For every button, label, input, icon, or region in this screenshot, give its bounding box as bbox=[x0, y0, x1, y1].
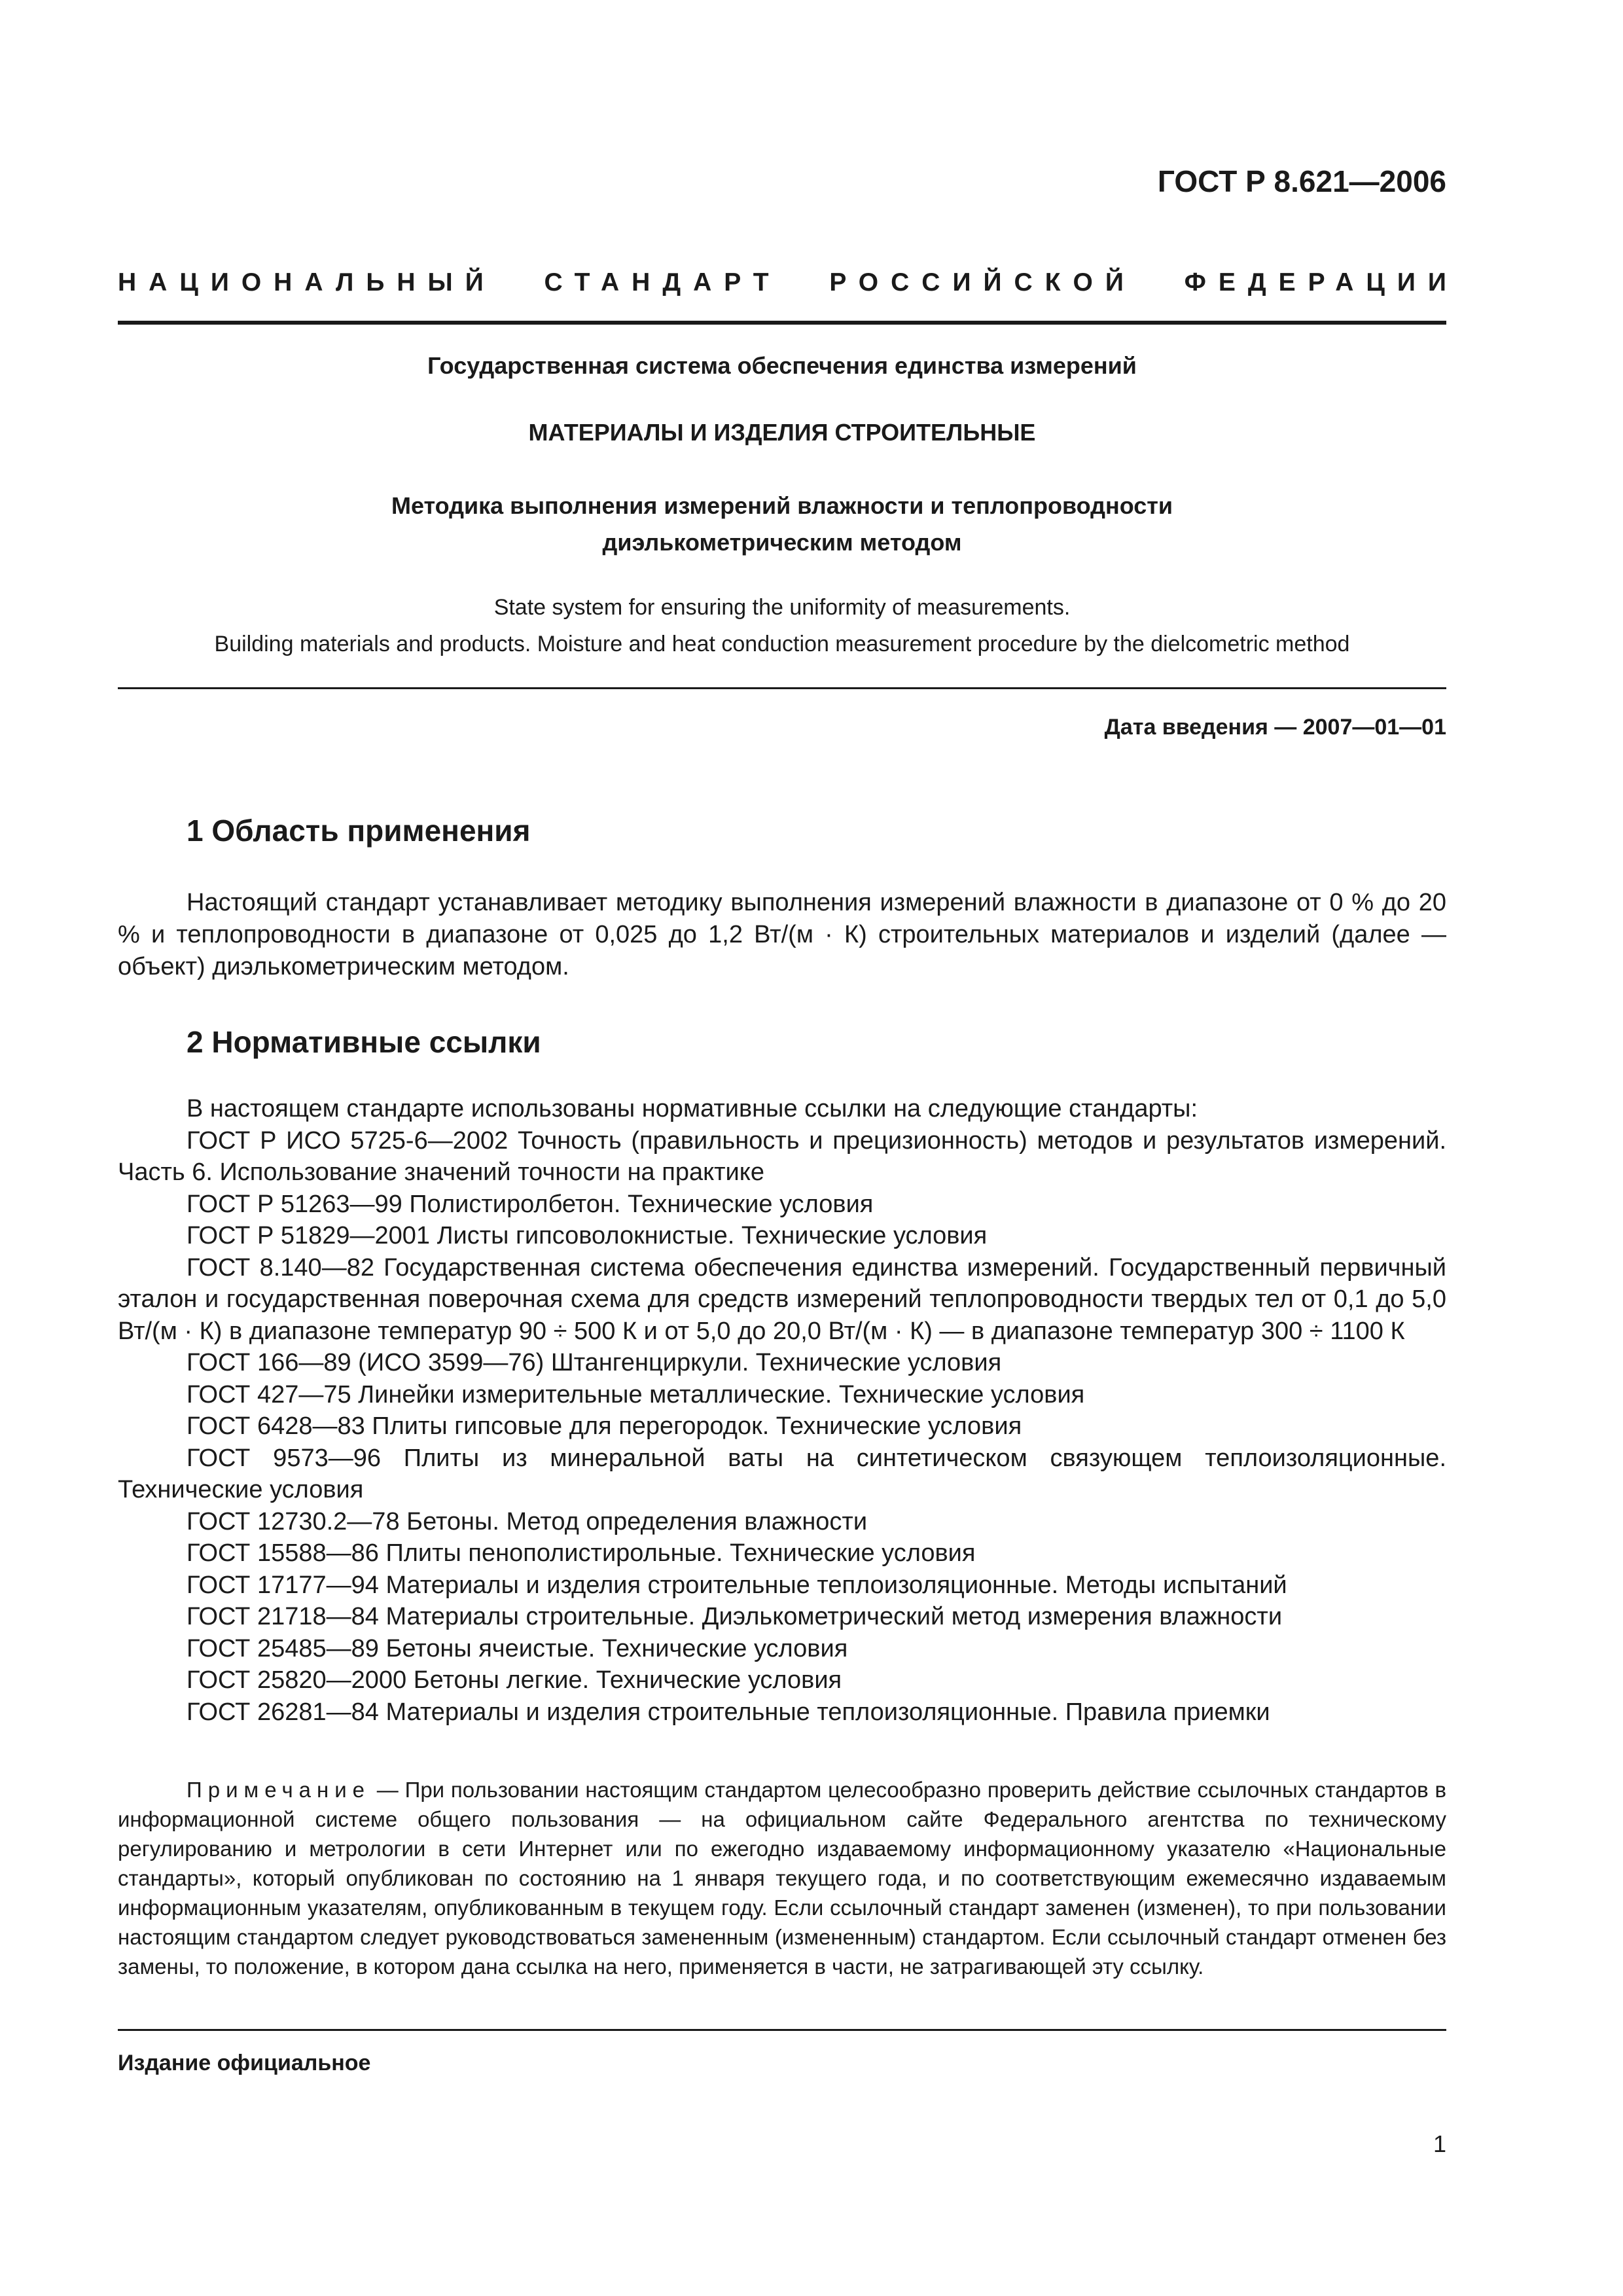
reference-item: ГОСТ 21718—84 Материалы строительные. Диэлькометрический метод измерения влажности bbox=[187, 1603, 1283, 1630]
title-divider bbox=[118, 687, 1446, 689]
banner-word: РОССИЙСКОЙ bbox=[829, 268, 1136, 296]
references-intro: В настоящем стандарте использованы нормативные ссылки на следующие стандарты: bbox=[187, 1095, 1198, 1122]
method-title bbox=[118, 488, 1446, 561]
reference-item: ГОСТ 15588—86 Плиты пенополистирольные. Технические условия bbox=[187, 1539, 976, 1567]
english-title-line: State system for ensuring the uniformity of measurements. bbox=[493, 595, 1071, 620]
header-divider bbox=[118, 321, 1446, 325]
english-title bbox=[118, 589, 1446, 662]
references-note bbox=[118, 1775, 1446, 1981]
note-text: — При пользовании настоящим стандартом целесообразно проверить действие ссылочных стандартов в информационной системе общего пользования — на официальном сайте Федерального агентства по техническому регулированию и метрологии в сети Интернет или по ежегодно издаваемому информационному указателю «Национальные стандарты», который опубликован по состоянию на 1 января текущего года, и по соответствующим ежемесячно издаваемым информационным указателям, опубликованным в текущем году. Если ссылочный стандарт заменен (изменен), то при пользовании настоящим стандартом следует руководствоваться замененным (измененным) стандартом. Если ссылочный стандарт отменен без замены, то положение, в котором дана ссылка на него, применяется в части, не затрагивающей эту ссылку. bbox=[118, 1778, 1446, 1979]
reference-item: ГОСТ 6428—83 Плиты гипсовые для перегородок. Технические условия bbox=[187, 1412, 1022, 1440]
english-title-line: Building materials and products. Moisture and heat conduction measurement procedure by the dielcometric method bbox=[214, 632, 1350, 656]
note-label: Примечание bbox=[187, 1778, 371, 1802]
banner-word: НАЦИОНАЛЬНЫЙ bbox=[118, 268, 496, 296]
reference-item: ГОСТ Р 51263—99 Полистиролбетон. Технические условия bbox=[187, 1190, 874, 1218]
reference-item: ГОСТ 427—75 Линейки измерительные металлические. Технические условия bbox=[187, 1380, 1085, 1408]
document-page bbox=[118, 0, 1459, 2296]
reference-item: ГОСТ 17177—94 Материалы и изделия строительные теплоизоляционные. Методы испытаний bbox=[187, 1571, 1287, 1599]
section-heading: 2 Нормативные ссылки bbox=[187, 1025, 541, 1059]
reference-item: ГОСТ 8.140—82 Государственная система обеспечения единства измерений. Государственный первичный эталон и государственная поверочная схема для средств измерений теплопроводности твердых тел от 0,1 до 5,0 Вт/(м · К) в диапазоне температур 90 ÷ 500 К и от 5,0 до 20,0 Вт/(м · К) — в диапазоне температур 300 ÷ 1100 К bbox=[118, 1253, 1446, 1345]
reference-item: ГОСТ Р ИСО 5725-6—2002 Точность (правильность и прецизионность) методов и результатов измерений. Часть 6. Использование значений точности на практике bbox=[118, 1126, 1446, 1186]
method-title-line: Методика выполнения измерений влажности и теплопроводности bbox=[391, 492, 1173, 519]
reference-item: ГОСТ 12730.2—78 Бетоны. Метод определения влажности bbox=[187, 1507, 868, 1535]
banner-word: ФЕДЕРАЦИИ bbox=[1184, 268, 1459, 296]
edition-label: Издание официальное bbox=[118, 2051, 371, 2075]
standard-number: ГОСТ Р 8.621—2006 bbox=[1157, 164, 1446, 198]
introduction-date: Дата введения — 2007—01—01 bbox=[1104, 715, 1446, 740]
banner-word: СТАНДАРТ bbox=[544, 268, 781, 296]
national-standard-banner bbox=[118, 268, 1459, 297]
materials-title: МАТЕРИАЛЫ И ИЗДЕЛИЯ СТРОИТЕЛЬНЫЕ bbox=[528, 419, 1036, 446]
method-title-line: диэлькометрическим методом bbox=[602, 529, 962, 556]
system-title: Государственная система обеспечения единства измерений bbox=[427, 352, 1137, 379]
reference-item: ГОСТ Р 51829—2001 Листы гипсоволокнистые. Технические условия bbox=[187, 1222, 988, 1249]
section-heading: 1 Область применения bbox=[187, 814, 531, 848]
references-list bbox=[118, 1093, 1446, 1728]
reference-item: ГОСТ 26281—84 Материалы и изделия строительные теплоизоляционные. Правила приемки bbox=[187, 1698, 1270, 1726]
reference-item: ГОСТ 25820—2000 Бетоны легкие. Технические условия bbox=[187, 1666, 842, 1694]
page-number: 1 bbox=[1433, 2130, 1446, 2157]
reference-item: ГОСТ 9573—96 Плиты из минеральной ваты на синтетическом связующем теплоизоляционные. Технические условия bbox=[118, 1444, 1446, 1503]
reference-item: ГОСТ 166—89 (ИСО 3599—76) Штангенциркули. Технические условия bbox=[187, 1349, 1002, 1376]
reference-item: ГОСТ 25485—89 Бетоны ячеистые. Технические условия bbox=[187, 1634, 848, 1662]
section-paragraph: Настоящий стандарт устанавливает методику выполнения измерений влажности в диапазоне от 0 % до 20 % и теплопроводности в диапазоне от 0,025 до 1,2 Вт/(м · К) строительных материалов и изделий (далее — объект) диэлькометрическим методом. bbox=[118, 889, 1446, 980]
footer-divider bbox=[118, 2029, 1446, 2031]
